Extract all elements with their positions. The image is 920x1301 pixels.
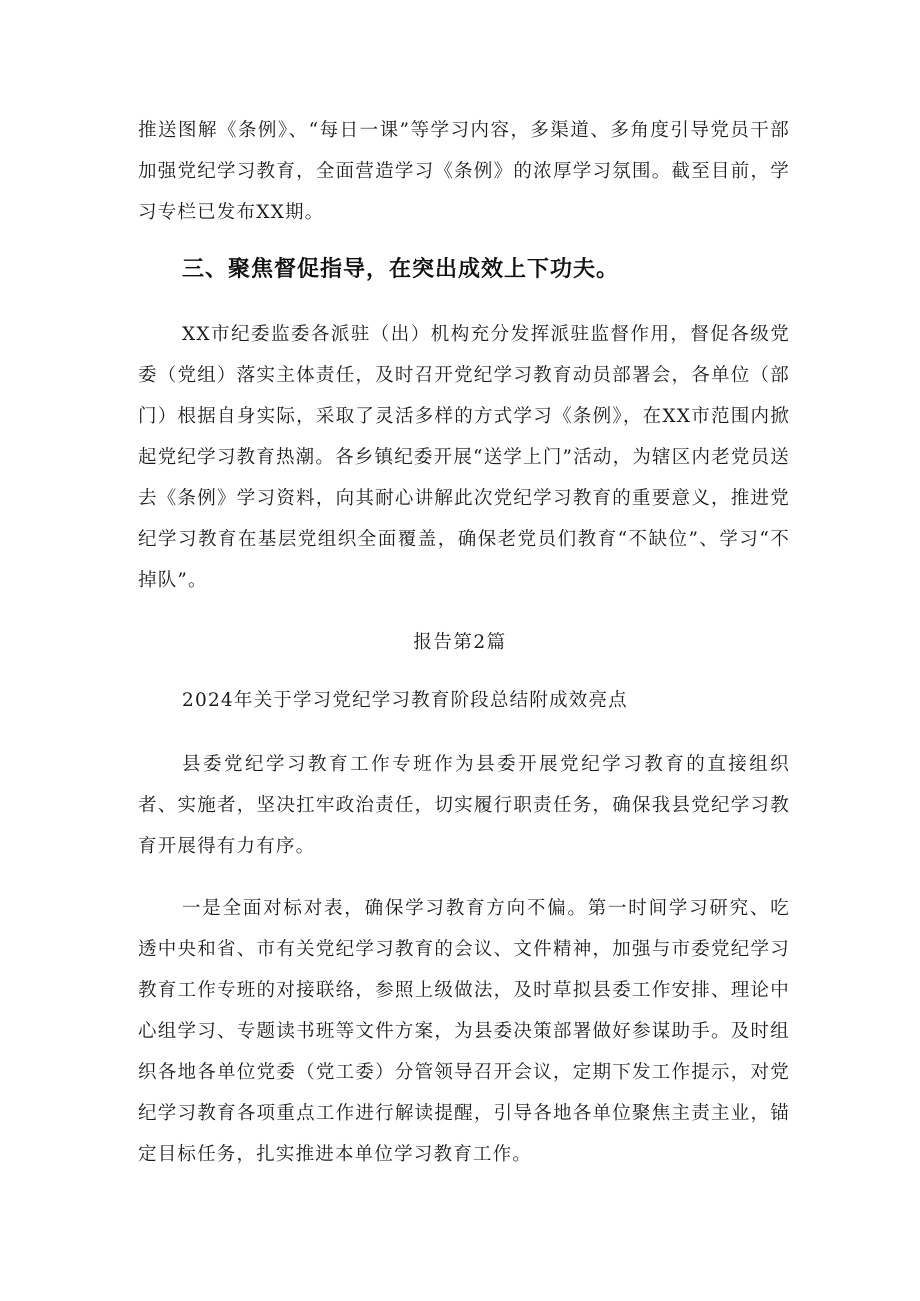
report-subtitle: 2024年关于学习党纪学习教育阶段总结附成效亮点 [182, 690, 628, 711]
report-title: 报告第2篇 [413, 632, 507, 653]
paragraph-supervision: XX市纪委监委各派驻（出）机构充分发挥派驻监督作用，督促各级党委（党组）落实主体责任，及时召开党纪学习教育动员部署会，各单位（部门）根据自身实际，采取了灵活多样的方式学习《条例》，在XX市范围内掀起党纪学习教育热潮。各乡镇纪委开展“送学上门”活动，为辖区内老党员送去《条例》学习资料，向其耐心讲解此次党纪学习教育的重要意义，推进党纪学习教育在基层党组织全面覆盖，确保老党员们教育“不缺位”、学习“不掉队”。 [138, 324, 790, 591]
section-heading-three: 三、聚焦督促指导，在突出成效上下功夫。 [182, 257, 620, 282]
paragraph-study-column: 推送图解《条例》、“每日一课”等学习内容，多渠道、多角度引导党员干部加强党纪学习教育，全面营造学习《条例》的浓厚学习氛围。截至目前，学习专栏已发布XX期。 [138, 120, 790, 223]
paragraph-intro: 县委党纪学习教育工作专班作为县委开展党纪学习教育的直接组织者、实施者，坚决扛牢政治责任，切实履行职责任务，确保我县党纪学习教育开展得有力有序。 [138, 754, 790, 857]
paragraph-point-one: 一是全面对标对表，确保学习教育方向不偏。第一时间学习研究、吃透中央和省、市有关党纪学习教育的会议、文件精神，加强与市委党纪学习教育工作专班的对接联络，参照上级做法，及时草拟县委工作安排、理论中心组学习、专题读书班等文件方案，为县委决策部署做好参谋助手。及时组织各地各单位党委（党工委）分管领导召开会议，定期下发工作提示，对党纪学习教育各项重点工作进行解读提醒，引导各地各单位聚焦主责主业，锚定目标任务，扎实推进本单位学习教育工作。 [138, 898, 790, 1165]
